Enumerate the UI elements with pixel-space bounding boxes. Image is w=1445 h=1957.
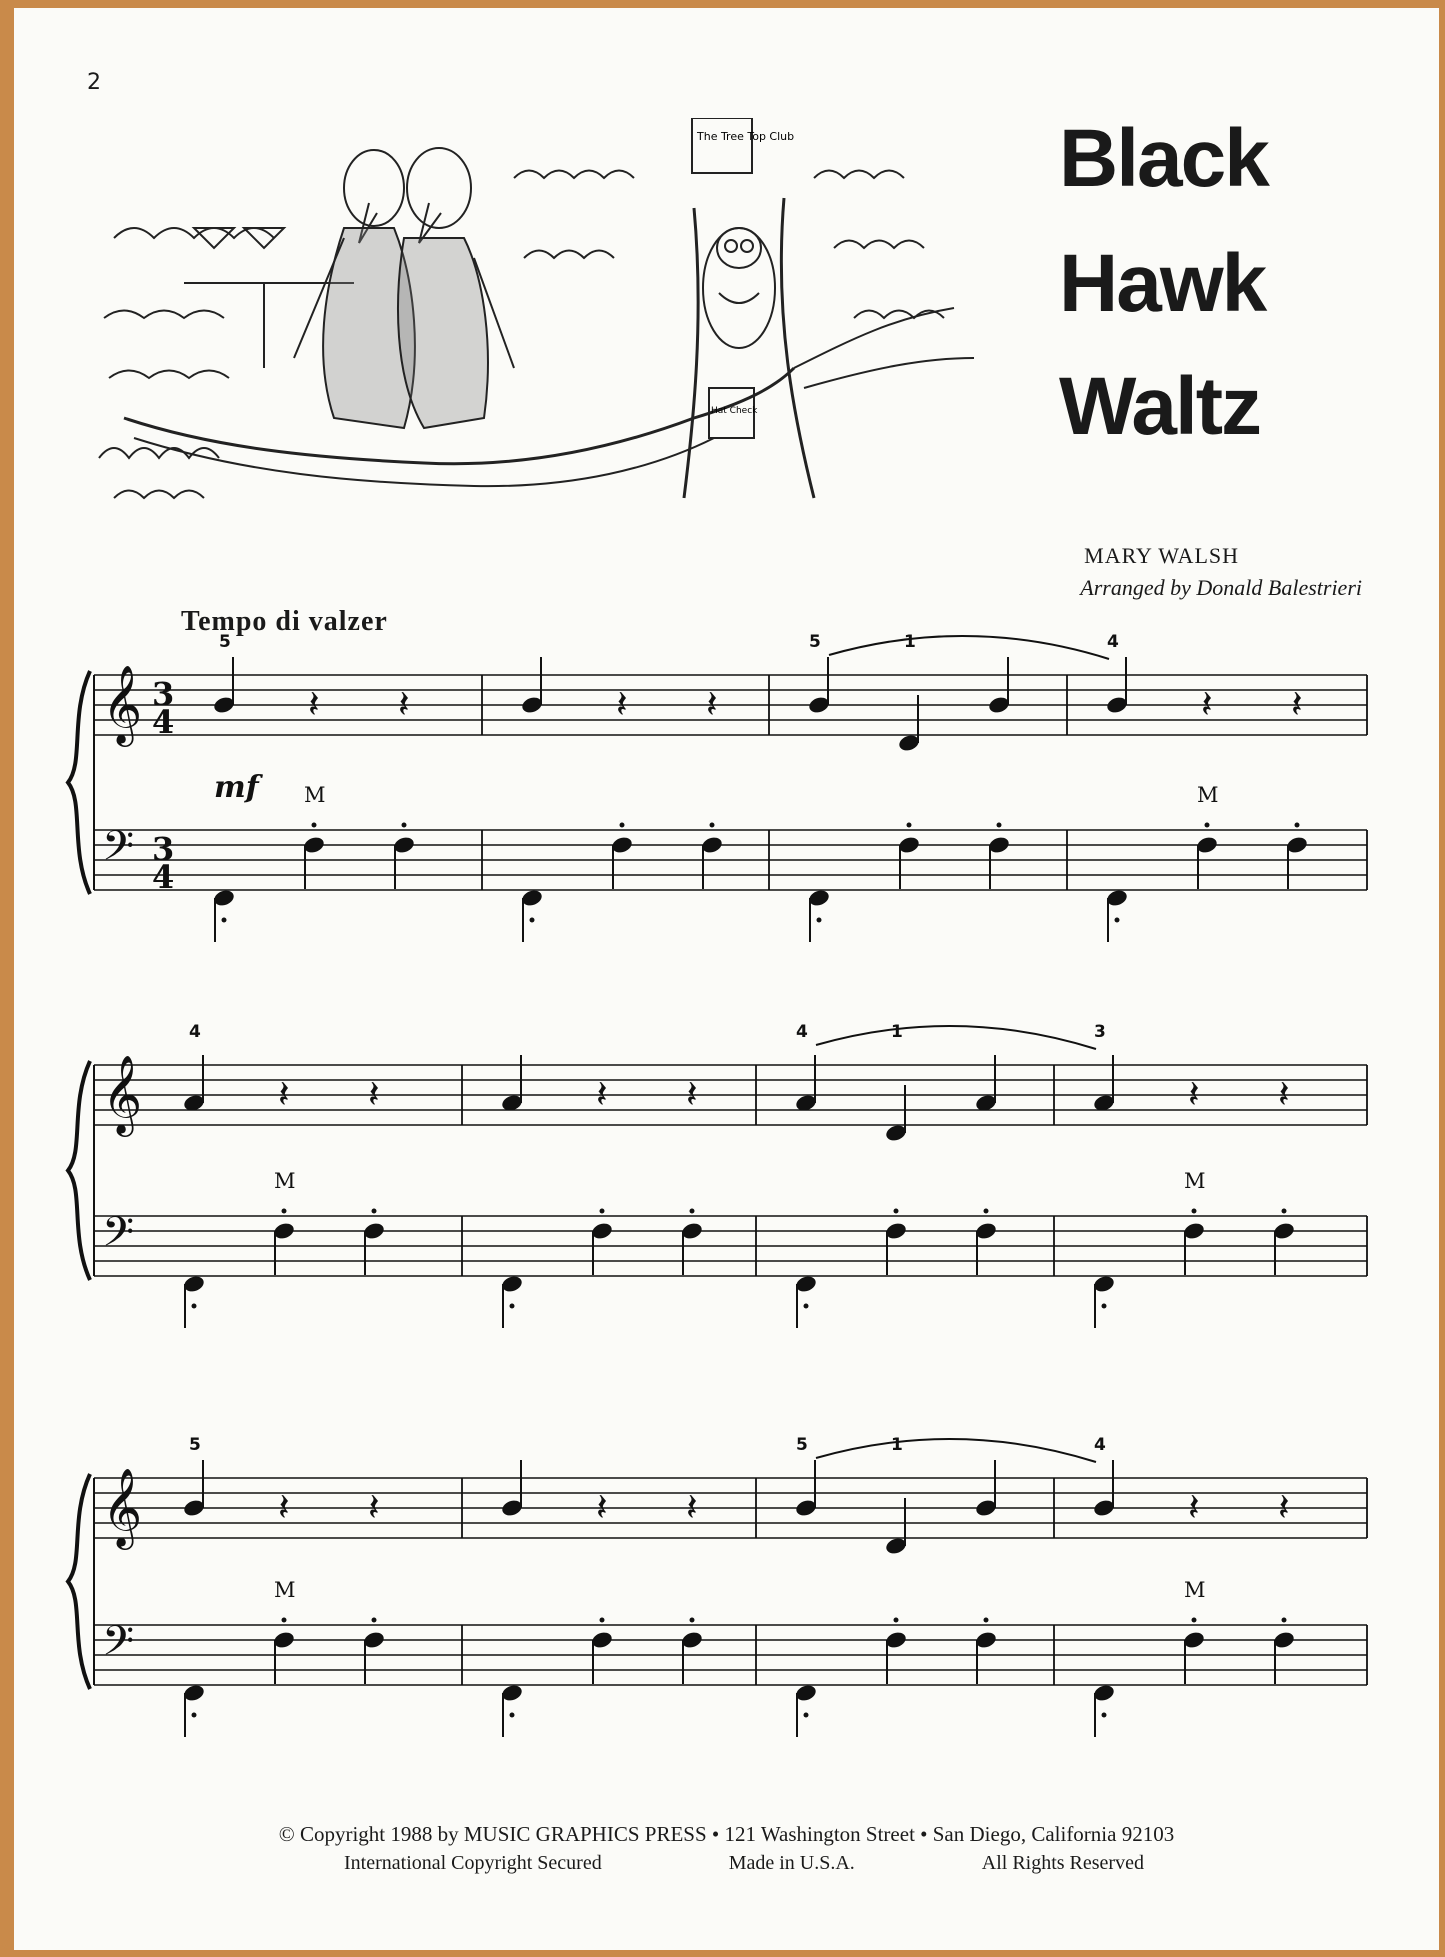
quarter-rest: 𝄽: [368, 1072, 380, 1116]
bass-clef: 𝄢: [102, 1617, 135, 1675]
fingering-number: 1: [891, 1435, 903, 1455]
quarter-rest: 𝄽: [278, 1485, 290, 1529]
slur: [829, 636, 1109, 659]
quarter-rest: 𝄽: [1201, 682, 1213, 726]
quarter-rest: 𝄽: [1188, 1485, 1200, 1529]
major-chord-mark: M: [1197, 783, 1219, 807]
composer: MARY WALSH: [1084, 543, 1239, 568]
svg-text:4: 4: [152, 703, 175, 741]
quarter-rest: 𝄽: [308, 682, 320, 726]
made-in-notice: Made in U.S.A.: [728, 1852, 855, 1874]
fingering-number: 5: [796, 1435, 808, 1455]
tree-top-club-sign: The Tree Top Club: [697, 130, 795, 143]
staff-system-3: [68, 1435, 1367, 1737]
quarter-rest: 𝄽: [1188, 1072, 1200, 1116]
brace: [68, 1061, 90, 1280]
fingering-number: 4: [1107, 632, 1119, 652]
staff-system-2: [68, 1022, 1367, 1328]
quarter-rest: 𝄽: [596, 1072, 608, 1116]
footer-notices: [344, 1852, 1144, 1875]
quarter-rest: 𝄽: [368, 1485, 380, 1529]
fingering-number: 4: [189, 1022, 201, 1042]
tempo-marking: Tempo di valzer: [181, 606, 388, 637]
staff-system-1: [68, 632, 1367, 942]
fingering-number: 1: [891, 1022, 903, 1042]
fingering-number: 1: [904, 632, 916, 652]
copyright-line: © Copyright 1988 by MUSIC GRAPHICS PRESS • 121 Washington Street • San Diego, California 92103: [278, 1822, 1175, 1846]
title-line-3: Waltz: [1059, 361, 1261, 452]
bass-clef: 𝄢: [102, 1208, 135, 1266]
quarter-rest: 𝄽: [686, 1485, 698, 1529]
time-signature-bass: 3: [152, 830, 175, 868]
title-line-1: Black: [1059, 113, 1268, 204]
sheet-music-page: [14, 8, 1439, 1950]
time-signature-treble: 3: [152, 675, 175, 713]
major-chord-mark: M: [1184, 1578, 1206, 1602]
fingering-number: 5: [219, 632, 231, 652]
brace: [68, 671, 90, 894]
dynamic-marking: mf: [214, 770, 259, 805]
quarter-rest: 𝄽: [706, 682, 718, 726]
major-chord-mark: M: [274, 1578, 296, 1602]
fingering-number: 4: [1094, 1435, 1106, 1455]
quarter-rest: 𝄽: [686, 1072, 698, 1116]
fingering-number: 5: [809, 632, 821, 652]
quarter-rest: 𝄽: [1278, 1485, 1290, 1529]
quarter-rest: 𝄽: [1278, 1072, 1290, 1116]
treble-clef: 𝄞: [102, 1055, 143, 1134]
quarter-rest: 𝄽: [616, 682, 628, 726]
treble-clef: 𝄞: [102, 1468, 143, 1547]
quarter-rest: 𝄽: [398, 682, 410, 726]
major-chord-mark: M: [1184, 1169, 1206, 1193]
quarter-rest: 𝄽: [278, 1072, 290, 1116]
slur: [816, 1439, 1096, 1462]
page-number: 2: [87, 70, 101, 95]
rights-notice: All Rights Reserved: [981, 1852, 1144, 1874]
fingering-number: 5: [189, 1435, 201, 1455]
copyright-notice: International Copyright Secured: [344, 1852, 602, 1874]
svg-text:4: 4: [152, 858, 175, 896]
quarter-rest: 𝄽: [596, 1485, 608, 1529]
major-chord-mark: M: [304, 783, 326, 807]
arranger: Arranged by Donald Balestrieri: [1080, 575, 1362, 600]
fingering-number: 4: [796, 1022, 808, 1042]
slur: [816, 1026, 1096, 1049]
treble-clef: 𝄞: [102, 665, 143, 744]
brace: [68, 1474, 90, 1689]
title-line-2: Hawk: [1059, 238, 1266, 329]
fingering-number: 3: [1094, 1022, 1106, 1042]
quarter-rest: 𝄽: [1291, 682, 1303, 726]
major-chord-mark: M: [274, 1169, 296, 1193]
bass-clef: 𝄢: [102, 822, 135, 880]
music-score: [14, 8, 1439, 1788]
hat-check-sign: Hat Check: [711, 406, 758, 416]
